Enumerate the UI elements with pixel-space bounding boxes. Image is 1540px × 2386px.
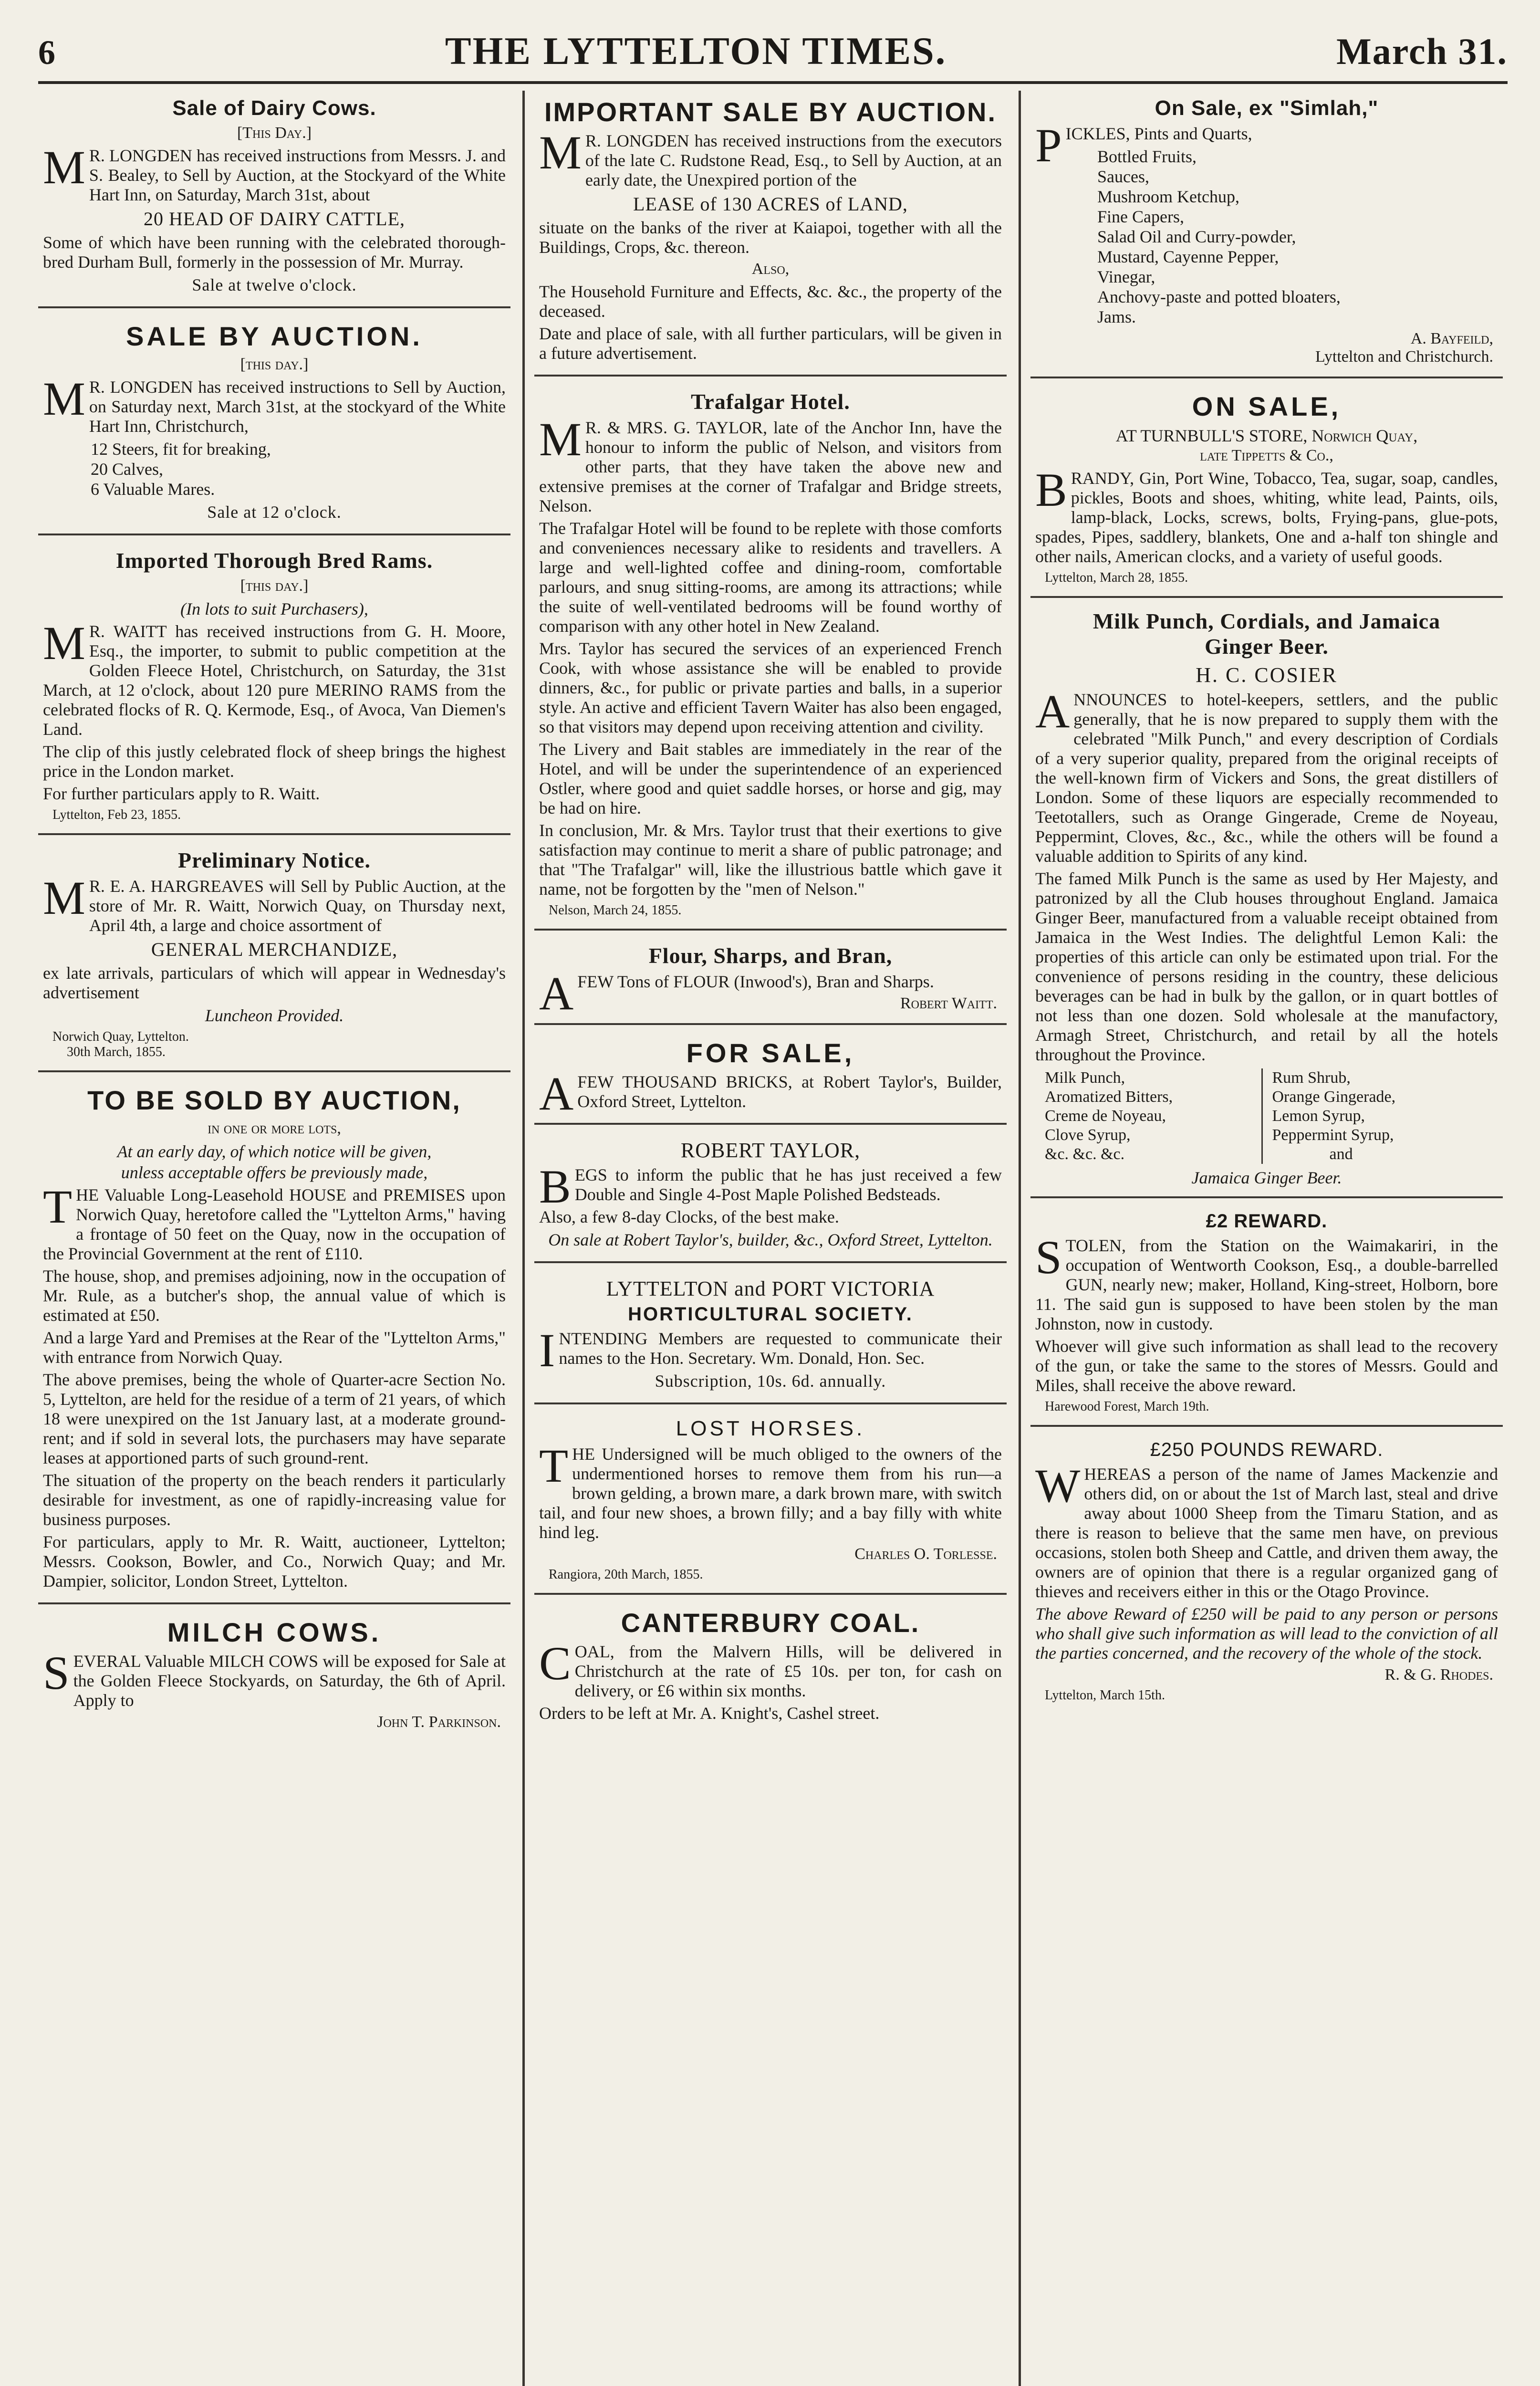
ad-body: Orders to be left at Mr. A. Knight's, Cashel street. <box>539 1704 880 1723</box>
ad-subtitle: [this day.] <box>240 356 309 373</box>
ad-simlah <box>1030 91 1503 378</box>
ad-body: In conclusion, Mr. & Mrs. Taylor trust that their exertions to give satisfaction may continue to merit a share of public patronage; and that "The Trafalgar" will, like the illustrious battle which gave it name, not be forgotten by the "men of Nelson." <box>539 821 1002 899</box>
ad-signature: John T. Parkinson. <box>377 1713 501 1731</box>
ad-date: Norwich Quay, Lyttelton. <box>52 1029 189 1044</box>
ad-italic: (In lots to suit Purchasers), <box>180 599 368 618</box>
ad-title: Imported Thorough Bred Rams. <box>115 548 433 573</box>
ad-title: £2 REWARD. <box>1206 1211 1328 1232</box>
ad-body: Subscription, 10s. 6d. annually. <box>655 1371 886 1391</box>
ad-body: BEGS to inform the public that he has just received a few Double and Single 4-Post Maple Polished Bedsteads. <box>539 1160 1002 1213</box>
ad-dairy-cows <box>38 91 510 308</box>
product-item: Lemon Syrup, <box>1272 1107 1365 1125</box>
product-item: Orange Gingerade, <box>1272 1088 1396 1106</box>
ad-flour <box>534 937 1007 1025</box>
list-item: 20 Calves, <box>91 460 163 479</box>
ad-title: ROBERT TAYLOR, <box>680 1139 861 1162</box>
list-item: 12 Steers, fit for breaking, <box>91 440 271 459</box>
product-table <box>1045 1068 1488 1164</box>
ad-italic: Luncheon Provided. <box>205 1006 344 1025</box>
issue-date: March 31. <box>1336 31 1508 72</box>
ad-body: COAL, from the Malvern Hills, will be delivered in Christchurch at the rate of £5 10s. per ton, for cash on delivery, or £6 within six months. <box>539 1637 1002 1700</box>
list-item: Vinegar, <box>1097 267 1155 286</box>
ad-body: For particulars, apply to Mr. R. Waitt, auctioneer, Lyttelton; Messrs. Cookson, Bowler, and Co., Norwich Quay; and Mr. Dampier, solicitor, London Street, Lyttelton. <box>43 1532 506 1591</box>
list-item: Anchovy-paste and potted bloaters, <box>1097 287 1341 306</box>
product-col-right <box>1272 1068 1489 1164</box>
ad-body: Mrs. Taylor has secured the services of an experienced French Cook, with whose assistance she will be enabled to provide dinners, &c., for public or private parties and balls, in a superior style. An active and efficient Tavern Waiter has also been engaged, so that visitors may depend upon receiving attention and civility. <box>539 639 1002 736</box>
ad-italic: At an early day, of which notice will be given, <box>117 1142 432 1161</box>
ad-bricks <box>534 1032 1007 1125</box>
ad-body: PICKLES, Pints and Quarts, <box>1035 119 1252 172</box>
ad-body: The house, shop, and premises adjoining, now in the occupation of Mr. Rule, as a butcher's shop, the annual value of which is estimated at £50. <box>43 1266 506 1325</box>
ad-body: BRANDY, Gin, Port Wine, Tobacco, Tea, sugar, soap, candles, pickles, Boots and shoes, whiting, white lead, Paints, oils, lamp-black, Locks, screws, bolts, Frying-pans, glue-pots, spades, Pipes, saddlery, blankets, One and a-half ton shingle and other nails, American clocks, and a variety of useful goods. <box>1035 463 1498 566</box>
ad-body: The Trafalgar Hotel will be found to be replete with those comforts and conveniences necessary alike to residents and travellers. A large and well-lighted coffee and dining-room, comfortable parlours, and snug sitting-rooms, are among its attractions; while the suite of well-ventilated bedrooms will be found worthy of comparison with any other hotel in New Zealand. <box>539 519 1002 636</box>
ad-title: ON SALE, <box>1192 391 1342 421</box>
ad-body: THE Undersigned will be much obliged to the owners of the undermentioned horses to remove them from his run—a brown gelding, a brown mare, a dark brown mare, with switch tail, and four new shoes, a brown filly; and a bay filly with white hind leg. <box>539 1439 1002 1542</box>
list-item: Salad Oil and Curry-powder, <box>1097 227 1296 246</box>
ad-canterbury-coal <box>534 1601 1007 1735</box>
ad-body: And a large Yard and Premises at the Rear of the "Lyttelton Arms," with entrance from Norwich Quay. <box>43 1328 506 1367</box>
ad-body: The Livery and Bait stables are immediately in the rear of the Hotel, and will be under the superintendence of an experienced Ostler, where good and quiet saddle horses, or horse and gig, may be had on hire. <box>539 740 1002 817</box>
ad-body: THE Valuable Long-Leasehold HOUSE and PREMISES upon Norwich Quay, heretofore called the "Lyttelton Arms," having a frontage of 50 feet on the Quay, now in the occupation of the Provincial Government at the rent of £110. <box>43 1180 506 1263</box>
ad-body: STOLEN, from the Station on the Waimakariri, in the occupation of Wentworth Cookson, Esq., a double-barrelled GUN, nearly new; maker, Holland, King-street, Holborn, bore 11. The said gun is supposed to have been stolen by the man Johnston, now in custody. <box>1035 1231 1498 1333</box>
ad-body: MR. & MRS. G. TAYLOR, late of the Anchor Inn, have the honour to inform the public of Nelson, and visitors from other parts, that they have taken the above new and extensive premises at the corner of Trafalgar and Bridge streets, Nelson. <box>539 413 1002 515</box>
ad-title: Milk Punch, Cordials, and Jamaica <box>1093 609 1441 633</box>
ad-list <box>91 439 506 499</box>
ad-title: Ginger Beer. <box>1205 634 1329 659</box>
ad-body: INTENDING Members are requested to communicate their names to the Hon. Secretary. Wm. Donald, Hon. Sec. <box>539 1324 1002 1377</box>
ad-signature: Lyttelton and Christchurch. <box>1315 348 1493 366</box>
ad-body: ex late arrivals, particulars of which will appear in Wednesday's advertisement <box>43 963 506 1002</box>
ad-headline: 20 HEAD OF DAIRY CATTLE, <box>143 208 406 230</box>
ad-house-auction <box>38 1079 510 1604</box>
product-item: Clove Syrup, <box>1045 1126 1131 1144</box>
ad-body: Also, a few 8-day Clocks, of the best make. <box>539 1207 839 1226</box>
ad-italic: Jamaica Ginger Beer. <box>1191 1168 1342 1187</box>
ad-body: The above premises, being the whole of Quarter-acre Section No. 5, Lyttelton, are held for the residue of a term of 21 years, of which 18 were unexpired on the 1st January last, at a moderate ground-rent; and if sold in several lots, the purchasers may have separate leases at apportioned parts of such ground-rent. <box>43 1370 506 1467</box>
ad-milk-punch <box>1030 605 1503 1198</box>
ad-subtitle: late Tippetts & Co., <box>1200 447 1333 464</box>
ad-body: The above Reward of £250 will be paid to any person or persons who shall give such information as will lead to the conviction of all the parties concerned, and the recovery of the whole of the stock. <box>1035 1604 1498 1663</box>
ad-body: Whoever will give such information as shall lead to the recovery of the gun, or take the same to the stores of Messrs. Gould and Miles, shall receive the above reward. <box>1035 1337 1498 1395</box>
ad-preliminary-notice <box>38 842 510 1072</box>
ad-title: Flour, Sharps, and Bran, <box>648 943 893 968</box>
ad-body: The clip of this justly celebrated flock of sheep brings the highest price in the London market. <box>43 742 506 781</box>
product-item: and <box>1329 1145 1353 1163</box>
product-col-left <box>1045 1068 1263 1164</box>
product-item: Milk Punch, <box>1045 1069 1125 1087</box>
ad-footer: Sale at twelve o'clock. <box>192 275 357 294</box>
ad-title: SALE BY AUCTION. <box>126 321 423 351</box>
ad-date: 30th March, 1855. <box>67 1045 166 1059</box>
column-rule <box>1019 91 1021 2386</box>
product-item: Aromatized Bitters, <box>1045 1088 1173 1106</box>
ad-title: £250 POUNDS REWARD. <box>1150 1439 1384 1460</box>
ad-body: ANNOUNCES to hotel-keepers, settlers, and the public generally, that he is now prepared to supply them with the celebrated "Milk Punch," and every description of Cordials of a very superior quality, prepared from the original receipts of the well-known firm of Vickers and Sons, the great distillers of London. Some of these liquors are especially recommended to Teetotallers, such as Orange Gingerade, Creme de Noyeau, Peppermint, Cloves, &c., &c., while the others will be found a valuable addition to Spirits of any kind. <box>1035 685 1498 866</box>
ad-title: MILCH COWS. <box>167 1617 382 1647</box>
ad-two-pound-reward <box>1030 1205 1503 1427</box>
ad-italic: unless acceptable offers be previously made, <box>121 1163 428 1182</box>
ad-subtitle: [This Day.] <box>237 124 312 142</box>
ad-body: SEVERAL Valuable MILCH COWS will be exposed for Sale at the Golden Fleece Stockyards, on Saturday, the 6th of April. Apply to <box>43 1646 506 1710</box>
ad-subtitle: in one or more lots, <box>208 1120 341 1137</box>
ad-body: WHEREAS a person of the name of James Mackenzie and others did, on or about the 1st of March last, steal and drive away about 1000 Sheep from the Timaru Station, and as there is reason to believe that the same men have, on previous occasions, stolen both Sheep and Cattle, and driven them away, the owners are of opinion that there is a regular organized gang of thieves and receivers either in this or the Otago Province. <box>1035 1459 1498 1601</box>
ad-date: Nelson, March 24, 1855. <box>549 903 682 918</box>
ad-sale-by-auction <box>38 315 510 535</box>
list-item: Sauces, <box>1097 167 1149 186</box>
list-item: Fine Capers, <box>1097 207 1184 226</box>
product-item: &c. &c. &c. <box>1045 1145 1125 1163</box>
ad-title: FOR SALE, <box>686 1038 855 1068</box>
ad-body: MR. E. A. HARGREAVES will Sell by Public Auction, at the store of Mr. R. Waitt, Norwich Quay, on Thursday next, April 4th, a large and choice assortment of <box>43 871 506 935</box>
column-rule <box>522 91 525 2386</box>
ad-signature: R. & G. Rhodes. <box>1384 1666 1493 1684</box>
ad-robert-taylor <box>534 1131 1007 1263</box>
ad-signature: Charles O. Torlesse. <box>854 1545 997 1563</box>
ad-rams <box>38 542 510 835</box>
list-item: Bottled Fruits, <box>1097 147 1197 166</box>
ad-date: Harewood Forest, March 19th. <box>1045 1399 1209 1414</box>
ad-body: Some of which have been running with the celebrated thorough-bred Durham Bull, formerly in the possession of Mr. Murray. <box>43 233 506 272</box>
ad-body: The famed Milk Punch is the same as used by Her Majesty, and patronized by all the Club houses throughout England. Jamaica Ginger Beer, manufactured from a valuable receipt obtained from Jamaica in the West Indies. The delightful Lemon Kali: the properties of this article can only be estimated upon trial. For the convenience of persons residing in the country, these delicious beverages can be had in bulk by the gallon, or in quart bottles of not less than one dozen. Sold wholesale at the manufactory, Armagh Street, Christchurch, and retail by all the hotels throughout the Province. <box>1035 869 1498 1064</box>
ad-signature: A. Bayfeild, <box>1410 330 1493 347</box>
column-1 <box>38 91 510 2386</box>
product-item: Creme de Noyeau, <box>1045 1107 1166 1125</box>
ad-title: IMPORTANT SALE BY AUCTION. <box>544 97 997 127</box>
ad-title: Trafalgar Hotel. <box>691 389 850 414</box>
ad-date: Lyttelton, Feb 23, 1855. <box>52 807 181 822</box>
masthead <box>38 29 1508 84</box>
ad-body: For further particulars apply to R. Waitt. <box>43 784 320 803</box>
ad-title: TO BE SOLD BY AUCTION, <box>87 1085 461 1115</box>
ad-title: Preliminary Notice. <box>178 848 371 872</box>
ad-title: On Sale, ex "Simlah," <box>1155 96 1379 120</box>
ad-list <box>1097 147 1498 327</box>
ad-milch-cows <box>38 1611 510 1742</box>
ad-italic: On sale at Robert Taylor's, builder, &c., Oxford Street, Lyttelton. <box>548 1230 993 1249</box>
product-item: Rum Shrub, <box>1272 1069 1351 1087</box>
ad-title: Sale of Dairy Cows. <box>172 96 376 120</box>
ad-title: HORTICULTURAL SOCIETY. <box>628 1304 913 1325</box>
list-item: Mustard, Cayenne Pepper, <box>1097 247 1279 266</box>
ad-body: AFEW THOUSAND BRICKS, at Robert Taylor's, Builder, Oxford Street, Lyttelton. <box>539 1067 1002 1120</box>
ad-body: MR. WAITT has received instructions from G. H. Moore, Esq., the importer, to submit to public competition at the Golden Fleece Hotel, Christchurch, on Saturday, the 31st March, at 12 o'clock, about 120 pure MERINO RAMS from the celebrated flocks of R. Q. Kermode, Esq., of Avoca, Van Diemen's Land. <box>43 617 506 739</box>
ad-title: CANTERBURY COAL. <box>621 1608 920 1638</box>
ad-body: MR. LONGDEN has received instructions from Messrs. J. and S. Bealey, to Sell by Auction, at the Stockyard of the White Hart Inn, on Saturday, March 31st, about <box>43 141 506 204</box>
ad-footer: Sale at 12 o'clock. <box>207 502 342 522</box>
ad-body: AFEW Tons of FLOUR (Inwood's), Bran and Sharps. <box>539 967 934 1020</box>
page-number: 6 <box>38 33 55 72</box>
ad-body: MR. LONGDEN has received instructions to Sell by Auction, on Saturday next, March 31st, at the stockyard of the White Hart Inn, Christchurch, <box>43 372 506 436</box>
ad-date: Lyttelton, March 15th. <box>1045 1688 1165 1703</box>
ad-turnbulls-store <box>1030 385 1503 598</box>
ad-trafalgar-hotel <box>534 383 1007 931</box>
ad-date: Rangiora, 20th March, 1855. <box>549 1567 703 1582</box>
ad-body: situate on the banks of the river at Kaiapoi, together with all the Buildings, Crops, &c. thereon. <box>539 218 1002 257</box>
column-3 <box>1030 91 1503 2386</box>
product-item: Peppermint Syrup, <box>1272 1126 1394 1144</box>
ad-headline: GENERAL MERCHANDIZE, <box>151 939 398 960</box>
ad-title: LOST HORSES. <box>676 1417 865 1440</box>
ad-body: MR. LONGDEN has received instructions from the executors of the late C. Rudstone Read, Esq., to Sell by Auction, at an early date, the Unexpired portion of the <box>539 126 1002 189</box>
ad-name: H. C. COSIER <box>1196 663 1338 687</box>
ad-date: Lyttelton, March 28, 1855. <box>1045 570 1188 585</box>
list-item: Jams. <box>1097 307 1136 326</box>
ad-body: The situation of the property on the beach renders it particularly desirable for investment, as one of rapidly-increasing value for business purposes. <box>43 1471 506 1529</box>
newspaper-title: THE LYTTELTON TIMES. <box>445 29 947 73</box>
ad-body: The Household Furniture and Effects, &c. &c., the property of the deceased. <box>539 282 1002 321</box>
ad-subtitle: AT TURNBULL'S STORE, Norwich Quay, <box>1115 426 1418 445</box>
ad-subtitle: Also, <box>751 260 790 278</box>
ad-body: Date and place of sale, with all further particulars, will be given in a future advertisement. <box>539 324 1002 363</box>
ad-important-sale <box>534 91 1007 377</box>
ad-title: LYTTELTON and PORT VICTORIA <box>606 1277 935 1300</box>
list-item: Mushroom Ketchup, <box>1097 187 1239 206</box>
ad-lost-horses <box>534 1411 1007 1595</box>
list-item: 6 Valuable Mares. <box>91 480 215 499</box>
ad-horticultural <box>534 1270 1007 1404</box>
ad-subtitle: [this day.] <box>240 577 309 595</box>
ad-headline: LEASE of 130 ACRES of LAND, <box>633 193 908 215</box>
ad-signature: Robert Waitt. <box>900 994 997 1012</box>
ad-250-pound-reward <box>1030 1434 1503 1714</box>
column-2 <box>534 91 1007 2386</box>
